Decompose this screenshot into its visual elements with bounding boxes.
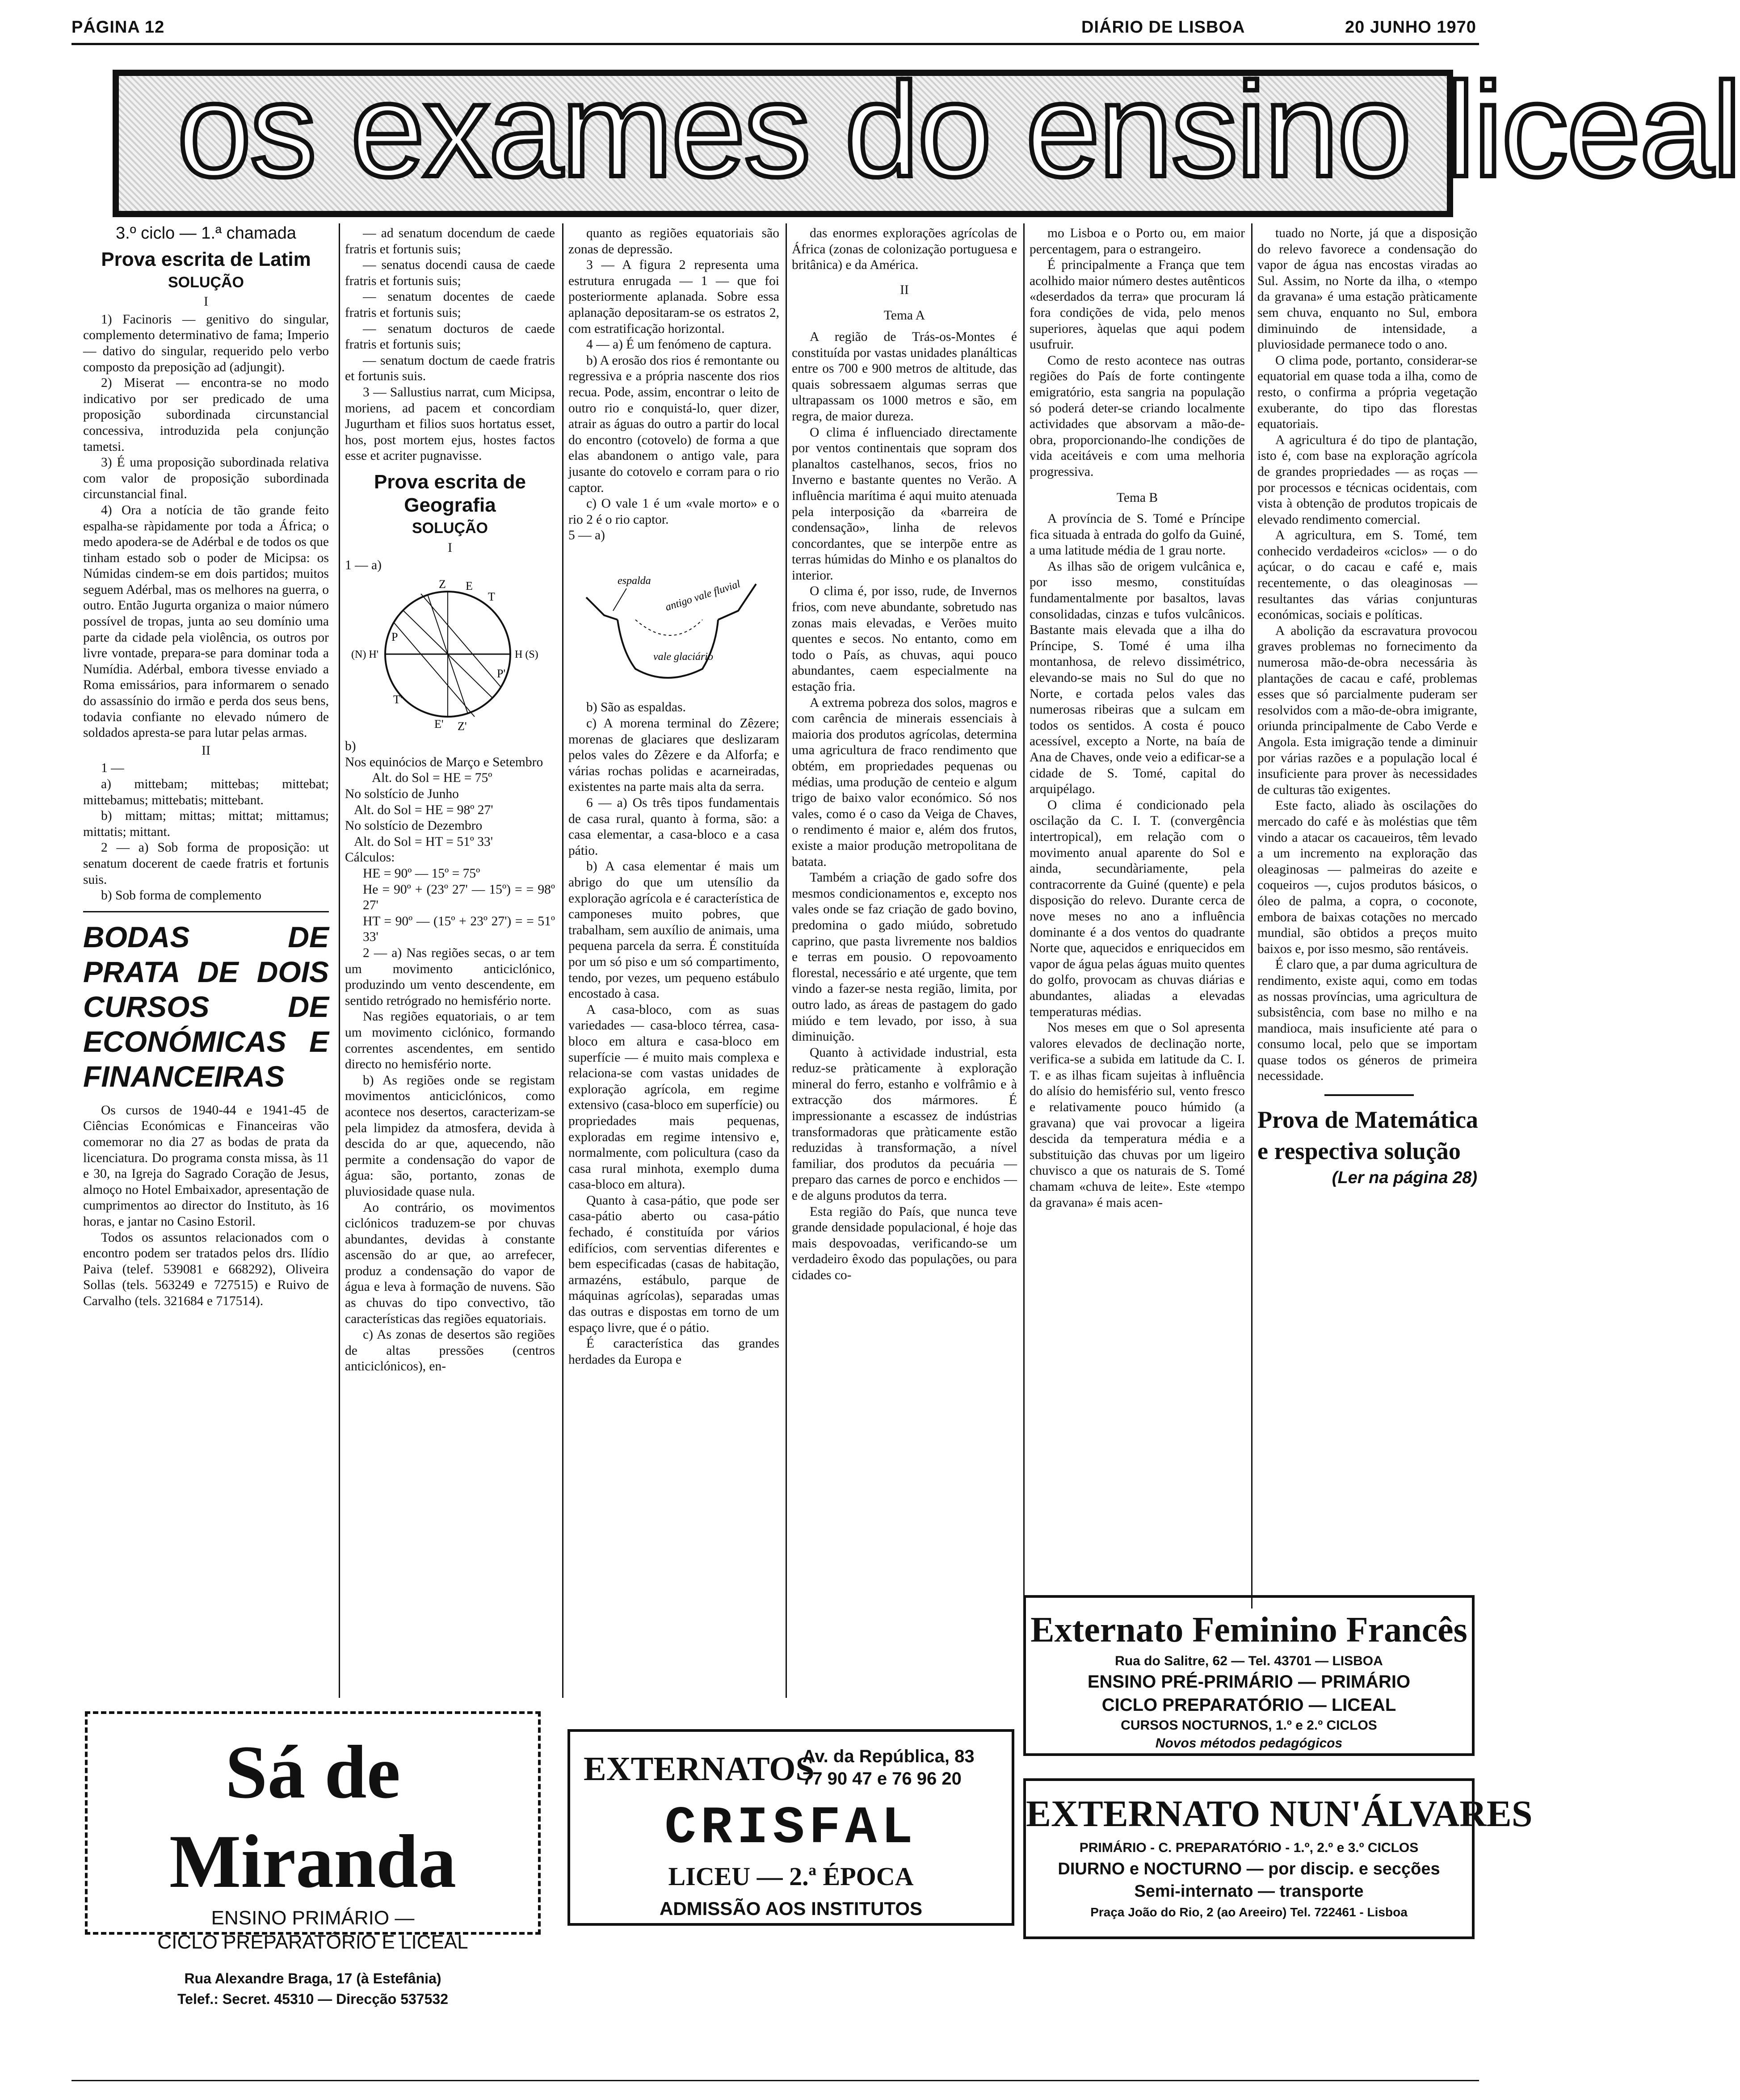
paragraph: Ao contrário, os movimentos ciclónicos traduzem-se por chuvas abundantes, devidas à constante ascensão do ar que, ao arrefecer, produz a condensação do vapor de água e leva à formação de nuvens. São as chuvas do tipo convectivo, tão características das regiões equatoriais.	[345, 1200, 555, 1326]
column-tema-a	[792, 226, 1017, 1714]
paragraph: quanto as regiões equatoriais são zonas de depressão.	[568, 226, 779, 256]
diagram-label: H (S)	[515, 648, 538, 660]
paragraph: c) As zonas de desertos são regiões de altas pressões (centros anticiclónicos), en-	[345, 1327, 555, 1374]
ad-line: DIURNO e NOCTURNO — por discip. e secções	[1058, 1860, 1440, 1878]
math-page-ref: (Ler na página 28)	[1332, 1168, 1477, 1188]
paragraph: Este facto, aliado às oscilações do mercado do café e às moléstias que têm vindo a atacar os cacaueiros, têm levado a um incremento na exploração das oleaginosas — palmeiras do azeite e coqueiros —, cujos produtos básicos, o óleo de palma, a copra, o coconote, embora de baixas cotações no mercado mundial, são obtidos a preços muito baixos e, por isso mesmo, são rentáveis.	[1257, 798, 1477, 956]
ad-line: ENSINO PRIMÁRIO —	[211, 1907, 415, 1929]
math-title-line1: Prova de Matemática	[1257, 1106, 1478, 1134]
ad-address: Praça João do Rio, 2 (ao Areeiro) Tel. 722461 - Lisboa	[1090, 1905, 1408, 1919]
paragraph: tuado no Norte, já que a disposição do relevo favorece a condensação do vapor de água nas encostas viradas ao Sul. Assim, no Norte da ilha, o «tempo da gravana» é uma estação pràticamente sem chuva, enquanto no Sul, embora diminuindo de intensidade, a pluviosidade permanece todo o ano.	[1257, 226, 1477, 352]
paragraph: — ad senatum docendum de caede fratris et fortunis suis;	[345, 226, 555, 256]
column-rule	[786, 223, 787, 1698]
ad-school-name: EXTERNATO NUN'ÁLVARES	[1026, 1793, 1533, 1835]
calculation: HT = 90º — (15º + 23º 27') = = 51º 33'	[363, 914, 555, 945]
diagram-label: espalda	[618, 575, 651, 587]
glacial-trough	[618, 620, 718, 678]
valley-wall	[586, 597, 618, 620]
paragraph: É claro que, a par duma agricultura de rendimento, existe aqui, como em todas as nossas províncias, uma agricultura de subsistência, com base no milho e na mandioca, mais insuficiente até para o consumo local, pelo que se importam quase todos os géneros de primeira necessidade.	[1257, 958, 1477, 1084]
column-rule	[1251, 223, 1252, 1609]
tropic-line	[394, 623, 475, 717]
headline: os exames do ensino liceal	[177, 55, 1740, 205]
ad-admissao: ADMISSÃO AOS INSTITUTOS	[659, 1898, 923, 1919]
paragraph: Quanto à actividade industrial, esta reduz-se pràticamente à exploração mineral do ferro, estanho e volfrâmio e à extracção dos mármores. É impressionante a escassez de indústrias transformadoras que pràticamente estão reduzidas à transformação, a nível familiar, dos produtos da pecuária — preparo das carnes de porco e enchidos — e de alguns produtos da terra.	[792, 1045, 1017, 1203]
diagram-label: (N) H'	[351, 648, 378, 660]
paragraph: b) As regiões onde se registam movimentos anticiclónicos, como acontece nos desertos, caracterizam-se pela limpidez da atmosfera, devida à descida do ar que, aquecendo, não permite a condensação do vapor de água: são, portanto, zonas de pluviosidade quase nula.	[345, 1073, 555, 1199]
diagram-label: E'	[434, 717, 444, 731]
latin-title: Prova escrita de Latim	[101, 248, 311, 270]
ad-externato-nunalvares	[1023, 1778, 1533, 1939]
paragraph: 3 — Sallustius narrat, cum Micipsa, moriens, ad pacem et concordiam Jugurtham et filios suos hortatus esset, hos, post mortem ejus, hostes factos esse et acriter pugnavisse.	[345, 385, 555, 463]
paragraph: das enormes explorações agrícolas de África (zonas de colonização portuguesa e britânica) e da América.	[792, 226, 1017, 273]
paragraph: 2) Miserat — encontra-se no modo indicativo por ser predicado de uma proposição subordinada circunstancial concessiva, introduzida pela conjunção tametsi.	[83, 376, 329, 454]
ad-line: Semi-internato — transporte	[1134, 1882, 1364, 1901]
altitude-value: Alt. do Sol = HE = 75º	[372, 771, 492, 785]
paragraph: A abolição da escravatura provocou graves problemas no fornecimento da numerosa mão-de-obra necessária às plantações de cacau e café, problemas esses que só parcialmente puderam ser resolvidos com a mão-de-obra imigrante, oriunda principalmente de Cabo Verde e Angola. Esta imigração tende a diminuir por várias razões e a população local é insuficiente para prover às necessidades de culturas tão exigentes.	[1257, 623, 1477, 797]
geography-solution-label: SOLUÇÃO	[412, 519, 488, 537]
article-rule	[83, 911, 329, 912]
column-tema-b-cont	[1257, 226, 1477, 1414]
ad-line: Novos métodos pedagógicos	[1155, 1736, 1343, 1751]
paragraph: A agricultura, em S. Tomé, tem conhecido verdadeiros «ciclos» — o do açúcar, o do cacau e café e, mais recentemente, o das oleaginosas — resultantes das várias conjunturas económicas, sociais e políticas.	[1257, 528, 1477, 622]
column-rule	[339, 223, 340, 1698]
paragraph: b) A erosão dos rios é remontante ou regressiva e a própria nascente dos rios recua. Pode, assim, encontrar o leito de outro rio e conquistá-lo, quer dizer, atrair as águas do outro a partir do local do encontro (cotovelo) de forma a que elas abandonem o antigo vale, para jusante do cotovelo e corram para o rio captor.	[568, 353, 779, 495]
paragraph: b) São as espaldas.	[586, 700, 686, 715]
solstice-label: No solstício de Dezembro	[345, 819, 483, 833]
paragraph: c) A morena terminal do Zêzere; morenas de glaciares que deslizaram pelos vales do Zêzere e da Alforfa; e várias rochas polidas e acarneiradas, existentes na parte mais alta da serra.	[568, 716, 779, 794]
ad-address: Av. da República, 83	[803, 1747, 975, 1766]
ad-address: Rua do Salitre, 62 — Tel. 43701 — LISBOA	[1115, 1654, 1383, 1668]
paragraph: — senatum docentes de caede fratris et fortunis suis;	[345, 290, 555, 320]
paragraph: As ilhas são de origem vulcânica e, por isso mesmo, constituídas fundamentalmente por basaltos, lavas consolidadas, cinzas e tufos vulcânicos. Bastante mais elevada que a ilha do Príncipe, S. Tomé é uma ilha montanhosa, de relevo dissimétrico, elevando-se mais no Sul do que no Norte, e cortada pelos vales das numerosas ribeiras que a sulcam em todos os sentidos. A costa é pouco acessível, excepto a Norte, na baía de Ana de Chaves, onde veio a edificar-se a cidade de S. Tomé, capital do arquipélago.	[1030, 559, 1245, 797]
calc-label: Cálculos:	[345, 850, 395, 865]
section-number: I	[448, 540, 452, 555]
column-latin	[83, 226, 329, 1714]
glacier-valley-diagram	[568, 544, 774, 696]
ad-phone: Telef.: Secret. 45310 — Direcção 537532	[177, 1991, 448, 2007]
paragraph: A região de Trás-os-Montes é constituída por vastas unidades planálticas entre os 700 e 900 metros de altitude, das quais sobressaem algumas serras que ultrapassam os 1000 metros e são, em regra, de maior dureza.	[792, 329, 1017, 424]
section-number: II	[900, 282, 909, 297]
paragraph: 6 — a) Os três tipos fundamentais de casa rural, quanto à forma, são: a casa elementar, a casa-bloco e a casa pátio.	[568, 796, 779, 858]
fluvial-valley	[635, 620, 702, 635]
paragraph: Nos meses em que o Sol apresenta valores elevados de declinação norte, verifica-se a subida em latitude da C. I. T. e as ilhas ficam sujeitas à influência do alísio do hemisfério sul, vento fresco e relativamente pouco húmido (a gravana) que vai provocar a ligeira descida da temperatura média e a substituição das chuvas por um ligeiro chuvisco a que os naturais de S. Tomé chamam «chuva de leite». Este «tempo da gravana» é mais acen-	[1030, 1021, 1245, 1210]
ad-crisfal	[567, 1729, 1014, 1926]
page-number: PÁGINA 12	[71, 18, 165, 37]
diagram-label: P'	[497, 667, 506, 680]
paragraph: Como de resto acontece nas outras regiões do País de forte contingente emigratório, esta sangria na população só poderá deter-se criando localmente actividades que absorvam a mão-de-obra, proporcionando-lhe condições de vida aceitáveis e com uma melhoria progressiva.	[1030, 353, 1245, 479]
calculation: HE = 90º — 15º = 75º	[363, 866, 480, 881]
ad-line: CURSOS NOCTURNOS, 1.º e 2.º CICLOS	[1121, 1718, 1377, 1733]
sun-altitude-diagram	[345, 574, 551, 735]
diagram-label: T'	[393, 693, 403, 706]
paragraph: 4) Ora a notícia de tão grande feito espalha-se ràpidamente por toda a África; o medo apodera-se de Adérbal e de todos os que tinham estado sob o poder de Micipsa: os Númidas cindem-se em dois partidos; muitos seguem Adérbal, mas os melhores na guerra, o outro. Então Jugurta organiza o maior número possível de tropas, junta ao seu domínio uma parte da cidade pela violência, os outros por livre vontade, prepara-se para dominar toda a Numídia. Adérbal, embora tivesse enviado a Roma emissários, para informarem o senado do assassínio do irmão e perda dos seus bens, todavia confiante no elevado número de soldados apresta-se para lutar pelas armas.	[83, 503, 329, 740]
paragraph: 4 — a) É um fenómeno de captura.	[586, 337, 772, 352]
diagram-label: T	[488, 590, 495, 603]
section-number: II	[202, 743, 210, 758]
paragraph: — senatum doctum de caede fratris et fortunis suis.	[345, 353, 555, 384]
ad-school-name: Sá de Miranda	[169, 1730, 457, 1903]
column-geography-2	[568, 226, 779, 1714]
paragraph: O clima pode, portanto, considerar-se equatorial em quase toda a ilha, como de resto, o confirma a própria vegetação exuberante, do tipo das florestas equatoriais.	[1257, 353, 1477, 432]
ad-externato-frances	[1023, 1595, 1475, 1756]
paragraph: Quanto à casa-pátio, que pode ser casa-pátio aberto ou casa-pátio fechado, é constituída por vários edifícios, com serventias diferentes e bem especificadas (casas de habitação, armazéns, estábulo, parque de máquinas agrícolas), separadas umas das outras e dispostas em torno de um espaço livre, que é o pátio.	[568, 1193, 779, 1335]
section-number: I	[204, 294, 208, 309]
column-tema-b	[1030, 226, 1245, 1714]
paragraph: 1) Facinoris — genitivo do singular, complemento determinativo de fama; Imperio — dativo do singular, requerido pelo verbo composto da preposição ad (adjungit).	[83, 312, 329, 374]
ad-externatos: EXTERNATOS	[584, 1750, 815, 1788]
paragraph: Todos os assuntos relacionados com o encontro podem ser tratados pelos drs. Ilídio Paiva (telef. 539081 e 668292), Oliveira Sollas (tels. 563249 e 727515) e Ruivo de Carvalho (tels. 321684 e 717514).	[83, 1230, 329, 1308]
paragraph: 2 — a) Nas regiões secas, o ar tem um movimento anticiclónico, produzindo um vento descendente, em sentido retrógrado no hemisfério norte.	[345, 946, 555, 1008]
bodas-title: BODAS DE PRATA DE DOIS CURSOS DE ECONÓMICAS E FINANCEIRAS	[83, 920, 329, 1093]
paragraph: 1 —	[101, 761, 124, 776]
headline-banner	[113, 55, 1740, 217]
question-label: b)	[345, 739, 356, 754]
equinox-text: Nos equinócios de Março e Setembro	[345, 755, 543, 769]
paragraph: Nas regiões equatoriais, o ar tem um movimento ciclónico, formando correntes ascendentes, em sentido directo no hemisfério norte.	[345, 1009, 555, 1072]
altitude-value: Alt. do Sol = HE = 98º 27'	[354, 802, 493, 817]
ad-crisfal-name: CRISFAL	[664, 1799, 917, 1858]
paragraph: Também a criação de gado sofre dos mesmos condicionamentos e, excepto nos vales onde se faz criação de gado bovino, predomina o gado miúdo, sobretudo caprino, que pasta livremente nos baldios e terras em pousio. O repovoamento florestal, necessário e até urgente, que tem vindo a fazer-se nesta região, limita, por outro lado, as áreas de pastagem do gado miúdo e tem levado, por isso, à sua diminuição.	[792, 870, 1017, 1044]
diagram-label: P	[391, 630, 398, 643]
paragraph: Esta região do País, que nunca teve grande densidade populacional, é hoje das mais despovoadas, verificando-se um verdadeiro êxodo das populações, ou para cidades co-	[792, 1204, 1017, 1282]
header-rule	[71, 43, 1479, 45]
ad-line: CICLO PREPARATÓRIO — LICEAL	[1101, 1695, 1396, 1715]
diagram-label: antigo vale fluvial	[664, 578, 742, 613]
paragraph: a) mittebam; mittebas; mittebat; mittebamus; mittebatis; mittebant.	[83, 777, 329, 807]
calculation: He = 90º + (23º 27' — 15º) = = 98º 27'	[363, 882, 555, 913]
leader-line	[613, 588, 626, 611]
newspaper-name: DIÁRIO DE LISBOA	[1081, 18, 1245, 37]
footer-rule	[71, 2080, 1479, 2081]
exam-call: 3.º ciclo — 1.ª chamada	[116, 224, 296, 243]
diagram-label: vale glaciário	[653, 651, 713, 663]
paragraph: mo Lisboa e o Porto ou, em maior percentagem, para o estrangeiro.	[1030, 226, 1245, 256]
ad-sa-de-miranda	[85, 1711, 541, 2007]
paragraph: 2 — a) Sob forma de proposição: ut senatum docerent de caede fratris et fortunis suis.	[83, 840, 329, 887]
paragraph: — senatum docturos de caede fratris et fortunis suis;	[345, 321, 555, 352]
paragraph: A agricultura é do tipo de plantação, isto é, com base na exploração agrícola de grandes propriedades — as roças — por processos e técnicas ocidentais, com vista à obtenção de produtos tropicais de elevado rendimento comercial.	[1257, 433, 1477, 527]
column-rule	[1023, 223, 1025, 1698]
paragraph: O clima é, por isso, rude, de Invernos frios, com neve abundante, sobretudo nas zonas mais elevadas, e Verões muito quentes e secos. No entanto, como em todo o País, as chuvas, aqui pouco abundantes, caem especialmente na estação fria.	[792, 584, 1017, 694]
ad-address: Rua Alexandre Braga, 17 (à Estefânia)	[184, 1970, 441, 1987]
paragraph: É principalmente a França que tem acolhido maior número destes autênticos «deserdados da terra» que procuram lá fora condições de vida, pelo menos superiores, àquelas que aqui podem usufruir.	[1030, 258, 1245, 352]
paragraph: 3) É uma proposição subordinada relativa com valor de proposição subordinada circunstancial final.	[83, 455, 329, 502]
ad-phone: 77 90 47 e 76 96 20	[803, 1769, 962, 1789]
short-rule	[1324, 1094, 1414, 1096]
geography-title: Prova escrita de Geografia	[374, 470, 526, 516]
ad-line: PRIMÁRIO - C. PREPARATÓRIO - 1.º, 2.º e 3.º CICLOS	[1079, 1840, 1419, 1855]
paragraph: c) O vale 1 é um «vale morto» e o rio 2 é o rio captor.	[568, 496, 779, 527]
paragraph: — senatus docendi causa de caede fratris et fortunis suis;	[345, 258, 555, 288]
diagram-label: Z'	[458, 719, 467, 733]
paragraph: Os cursos de 1940-44 e 1941-45 de Ciências Económicas e Financeiras vão comemorar no dia 27 as bodas de prata da licenciatura. Do programa consta missa, às 11 e 30, na Igreja do Sagrado Coração de Jesus, almoço no Hotel Embaixador, apresentação de cumprimentos ao director do Instituto, às 16 horas, e jantar no Casino Estoril.	[83, 1103, 329, 1229]
ad-line: CICLO PREPARATÓRIO E LICEAL	[157, 1931, 468, 1953]
question-label: 1 — a)	[345, 558, 382, 573]
tema-b-title: Tema B	[1116, 490, 1158, 505]
paragraph: b) A casa elementar é mais um abrigo do que um utensílio da exploração agrícola e é característica de camponeses muito pobres, que trabalham, sem auxílio de animais, uma pequena parcela da serra. É constituída por um só piso e um só compartimento, tendo, por vezes, um pequeno estábulo encostado à casa.	[568, 859, 779, 1001]
paragraph: 3 — A figura 2 representa uma estrutura enrugada — 1 — que foi posteriormente aplanada. Sobre essa aplanação depositaram-se os estratos 2, com estratificação horizontal.	[568, 258, 779, 336]
paragraph: A extrema pobreza dos solos, magros e com carência de minerais essenciais à maioria dos produtos agrícolas, determina uma agricultura de fraco rendimento que obtém, em propriedades pequenas ou médias, uma produção de centeio e algum trigo de baixo valor económico. Só nos vales, como é o caso da Veiga de Chaves, o rendimento é maior e, além dos frutos, existe a maior produção metropolitana de batata.	[792, 695, 1017, 869]
diagram-label: Z	[439, 577, 446, 591]
ad-liceu: LICEU — 2.ª ÉPOCA	[668, 1862, 914, 1891]
paragraph: b) mittam; mittas; mittat; mittamus; mittatis; mittant.	[83, 809, 329, 839]
diagram-label: E	[466, 579, 473, 592]
paragraph: O clima é influenciado directamente por ventos continentais que sopram dos planaltos castelhanos, secos, frios no Inverno e bastante quentes no Verão. A influência marítima é aqui muito atenuada pela interposição da «barreira de condensação», linha de relevos concordantes, que se interpõe entre as terras húmidas do Minho e os planaltos do interior.	[792, 425, 1017, 583]
column-geography	[345, 226, 555, 1714]
paragraph: b) Sob forma de complemento	[101, 888, 261, 903]
math-title-line2: e respectiva solução	[1257, 1138, 1461, 1165]
latin-solution-label: SOLUÇÃO	[168, 273, 244, 291]
question-label: 5 — a)	[568, 528, 605, 543]
ad-line: ENSINO PRÉ-PRIMÁRIO — PRIMÁRIO	[1087, 1672, 1411, 1692]
column-rule	[562, 223, 563, 1698]
ad-school-name: Externato Feminino Francês	[1030, 1610, 1467, 1650]
paragraph: O clima é condicionado pela oscilação da C. I. T. (convergência intertropical), em relação com o movimento anual aparente do Sol e ainda, secundàriamente, pela contracorrente da Guiné (quente) e pela disposição do relevo. Durante cerca de nove meses no ano a influência dominante é a dos ventos do quadrante Norte que, aquecidos e enriquecidos em vapor de água pelas águas muito quentes do golfo, provocam as chuvas diárias e abundantes, aliadas a elevadas temperaturas médias.	[1030, 798, 1245, 1019]
paragraph: A casa-bloco, com as suas variedades — casa-bloco térrea, casa-bloco em altura e casa-bloco em superfície — é muito mais complexa e relaciona-se com vastas unidades de exploração agrícola, em regime extensivo (casa-bloco em superfície) ou propriedades mais pequenas, exploradas em regime intensivo e, normalmente, com policultura (caso da casa rural minhota, exemplo duma casa-bloco em altura).	[568, 1002, 779, 1192]
issue-date: 20 JUNHO 1970	[1345, 18, 1476, 37]
paragraph: A província de S. Tomé e Príncipe fica situada à entrada do golfo da Guiné, a uma latitude média de 1 grau norte.	[1030, 512, 1245, 558]
altitude-value: Alt. do Sol = HT = 51º 33'	[354, 834, 493, 849]
solstice-label: No solstício de Junho	[345, 787, 459, 802]
tema-a-title: Tema A	[883, 308, 925, 323]
paragraph: É característica das grandes herdades da Europa e	[568, 1336, 779, 1367]
